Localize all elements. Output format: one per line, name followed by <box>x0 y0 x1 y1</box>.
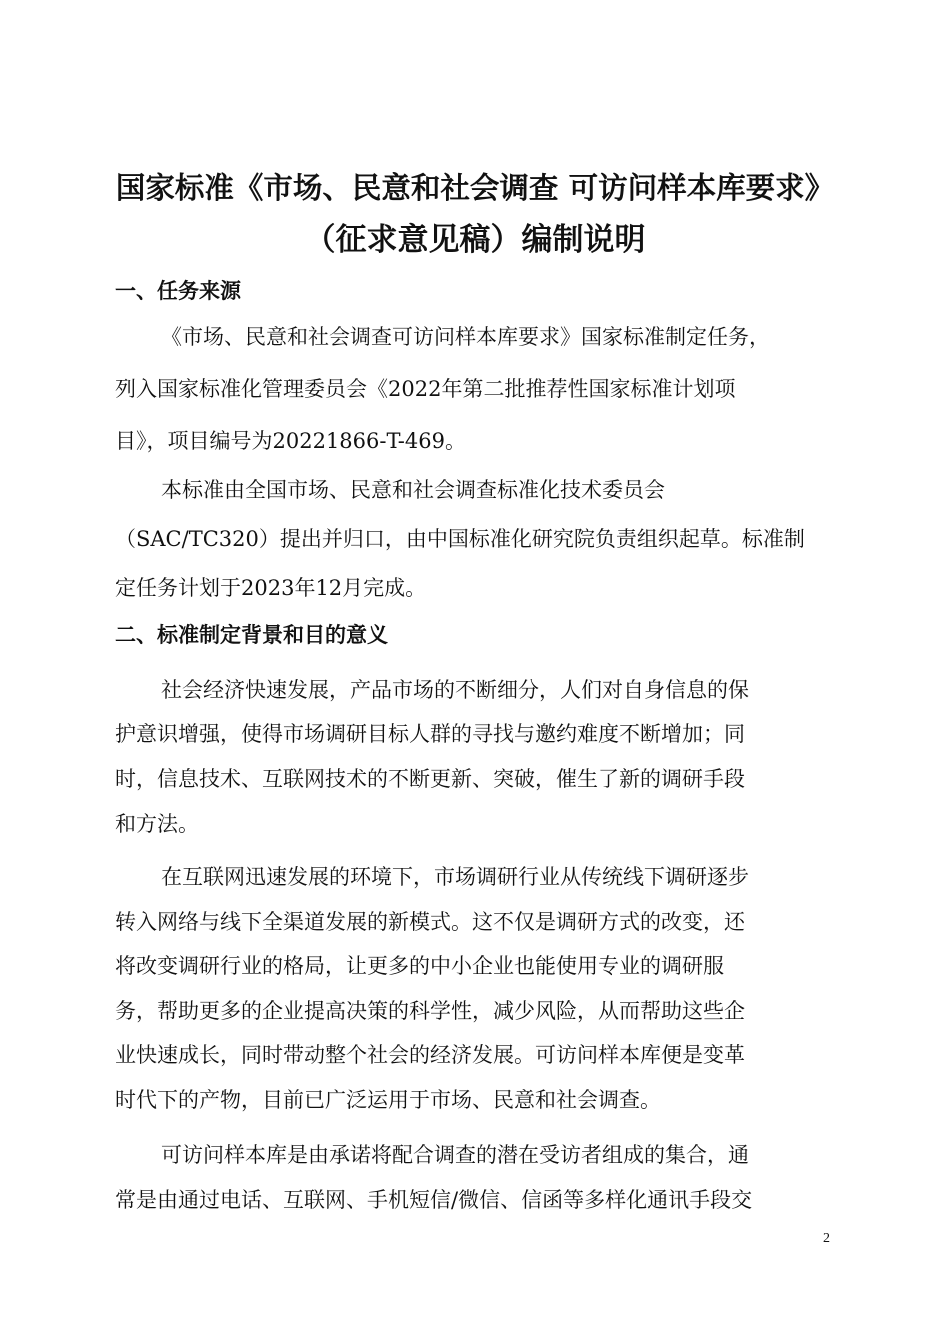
paragraph-line: 列入国家标准化管理委员会《2022年第二批推荐性国家标准计划项 <box>115 377 736 401</box>
section-heading-background-purpose: 二、标准制定背景和目的意义 <box>115 623 388 647</box>
paragraph-line: 护意识增强，使得市场调研目标人群的寻找与邀约难度不断增加；同 <box>115 722 745 746</box>
page-number: 2 <box>823 1231 830 1246</box>
paragraph-line: 社会经济快速发展，产品市场的不断细分，人们对自身信息的保 <box>161 678 749 702</box>
paragraph-line: 在互联网迅速发展的环境下，市场调研行业从传统线下调研逐步 <box>161 865 749 889</box>
paragraph-line: 本标准由全国市场、民意和社会调查标准化技术委员会 <box>161 478 665 502</box>
paragraph-line: 和方法。 <box>115 812 199 836</box>
document-title-line-2: （征求意见稿）编制说明 <box>304 222 646 258</box>
paragraph-line: （SAC/TC320）提出并归口，由中国标准化研究院负责组织起草。标准制 <box>115 527 805 551</box>
paragraph-line: 《市场、民意和社会调查可访问样本库要求》国家标准制定任务， <box>161 325 770 349</box>
paragraph-line: 时代下的产物，目前已广泛运用于市场、民意和社会调查。 <box>115 1088 661 1112</box>
paragraph-line: 目》，项目编号为20221866-T-469。 <box>115 429 466 453</box>
section-heading-task-source: 一、任务来源 <box>115 279 241 303</box>
paragraph-line: 将改变调研行业的格局，让更多的中小企业也能使用专业的调研服 <box>115 954 724 978</box>
paragraph-line: 业快速成长，同时带动整个社会的经济发展。可访问样本库便是变革 <box>115 1043 745 1067</box>
paragraph-line: 转入网络与线下全渠道发展的新模式。这不仅是调研方式的改变，还 <box>115 910 745 934</box>
paragraph-line: 常是由通过电话、互联网、手机短信/微信、信函等多样化通讯手段交 <box>115 1188 753 1212</box>
paragraph-line: 务，帮助更多的企业提高决策的科学性，减少风险，从而帮助这些企 <box>115 999 745 1023</box>
paragraph-line: 时，信息技术、互联网技术的不断更新、突破，催生了新的调研手段 <box>115 767 745 791</box>
document-title-line-1: 国家标准《市场、民意和社会调查 可访问样本库要求》 <box>115 170 835 205</box>
paragraph-line: 可访问样本库是由承诺将配合调查的潜在受访者组成的集合，通 <box>161 1143 749 1167</box>
paragraph-line: 定任务计划于2023年12月完成。 <box>115 576 427 600</box>
